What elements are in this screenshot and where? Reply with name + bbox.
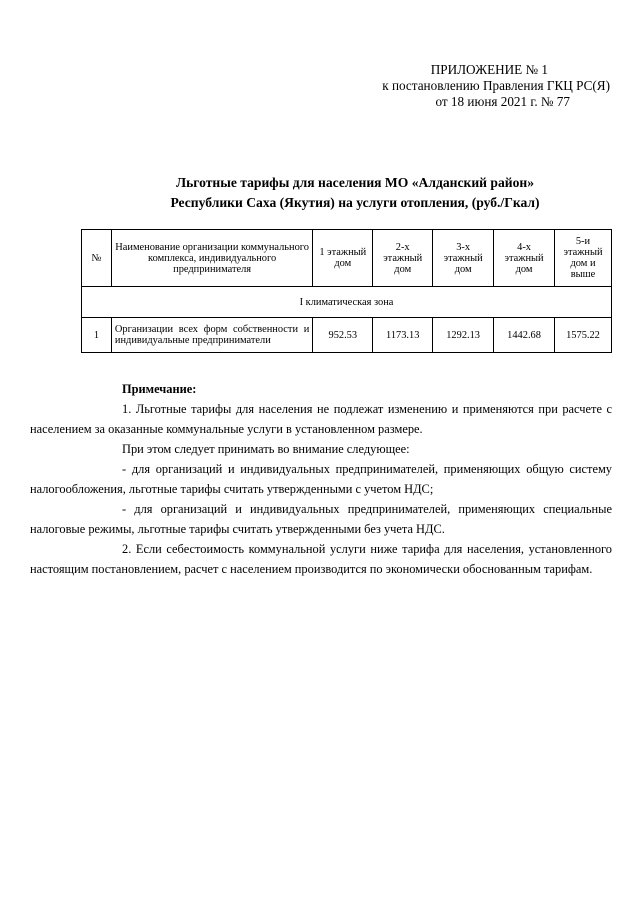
column-header: Наименование организации коммунального комплекса, индивидуального предпринимателя bbox=[111, 230, 312, 287]
table-row bbox=[82, 318, 612, 353]
column-header: 1 этажный дом bbox=[313, 230, 373, 287]
note-label: Примечание: bbox=[122, 382, 197, 396]
note-paragraph: 2. Если себестоимость коммунальной услуги ниже тарифа для населения, установленного настоящим постановлением, расчет с населением производится по экономически обоснованным тарифам. bbox=[30, 542, 612, 576]
column-header: 5-и этажный дом и выше bbox=[555, 230, 612, 287]
document-title bbox=[80, 173, 630, 213]
column-header: 4-х этажный дом bbox=[494, 230, 555, 287]
note-paragraph: 1. Льготные тарифы для населения не подлежат изменению и применяются при расчете с населением за оказанные коммунальные услуги в установленном размере. bbox=[30, 402, 612, 436]
tariff-value: 1575.22 bbox=[555, 318, 612, 353]
tariff-table bbox=[81, 229, 612, 353]
column-header: № bbox=[82, 230, 112, 287]
table-header-row bbox=[82, 230, 612, 287]
column-header: 2-х этажный дом bbox=[373, 230, 433, 287]
appendix-date: от 18 июня 2021 г. № 77 bbox=[435, 94, 570, 109]
tariff-value: 1173.13 bbox=[373, 318, 433, 353]
tariff-value: 1442.68 bbox=[494, 318, 555, 353]
tariff-value: 952.53 bbox=[313, 318, 373, 353]
appendix-header bbox=[310, 62, 610, 110]
title-line-1: Льготные тарифы для населения МО «Алданский район» bbox=[175, 175, 535, 190]
note-paragraph: - для организаций и индивидуальных предпринимателей, применяющих общую систему налогообложения, льготные тарифы считать утвержденными с учетом НДС; bbox=[30, 462, 612, 496]
note-paragraph: - для организаций и индивидуальных предпринимателей, применяющих специальные налоговые режимы, льготные тарифы считать утвержденными без учета НДС. bbox=[30, 502, 612, 536]
column-header: 3-х этажный дом bbox=[433, 230, 494, 287]
climate-zone-label: I климатическая зона bbox=[82, 287, 612, 318]
row-number: 1 bbox=[82, 318, 112, 353]
climate-zone-row bbox=[82, 287, 612, 318]
organization-name: Организации всех форм собственности и индивидуальные предприниматели bbox=[111, 318, 312, 353]
notes-section bbox=[30, 379, 612, 579]
appendix-number: ПРИЛОЖЕНИЕ № 1 bbox=[430, 62, 548, 77]
tariff-value: 1292.13 bbox=[433, 318, 494, 353]
appendix-reference: к постановлению Правления ГКЦ РС(Я) bbox=[382, 78, 610, 93]
title-line-2: Республики Саха (Якутия) на услуги отопления, (руб./Гкал) bbox=[170, 195, 540, 210]
note-paragraph: При этом следует принимать во внимание следующее: bbox=[122, 442, 410, 456]
